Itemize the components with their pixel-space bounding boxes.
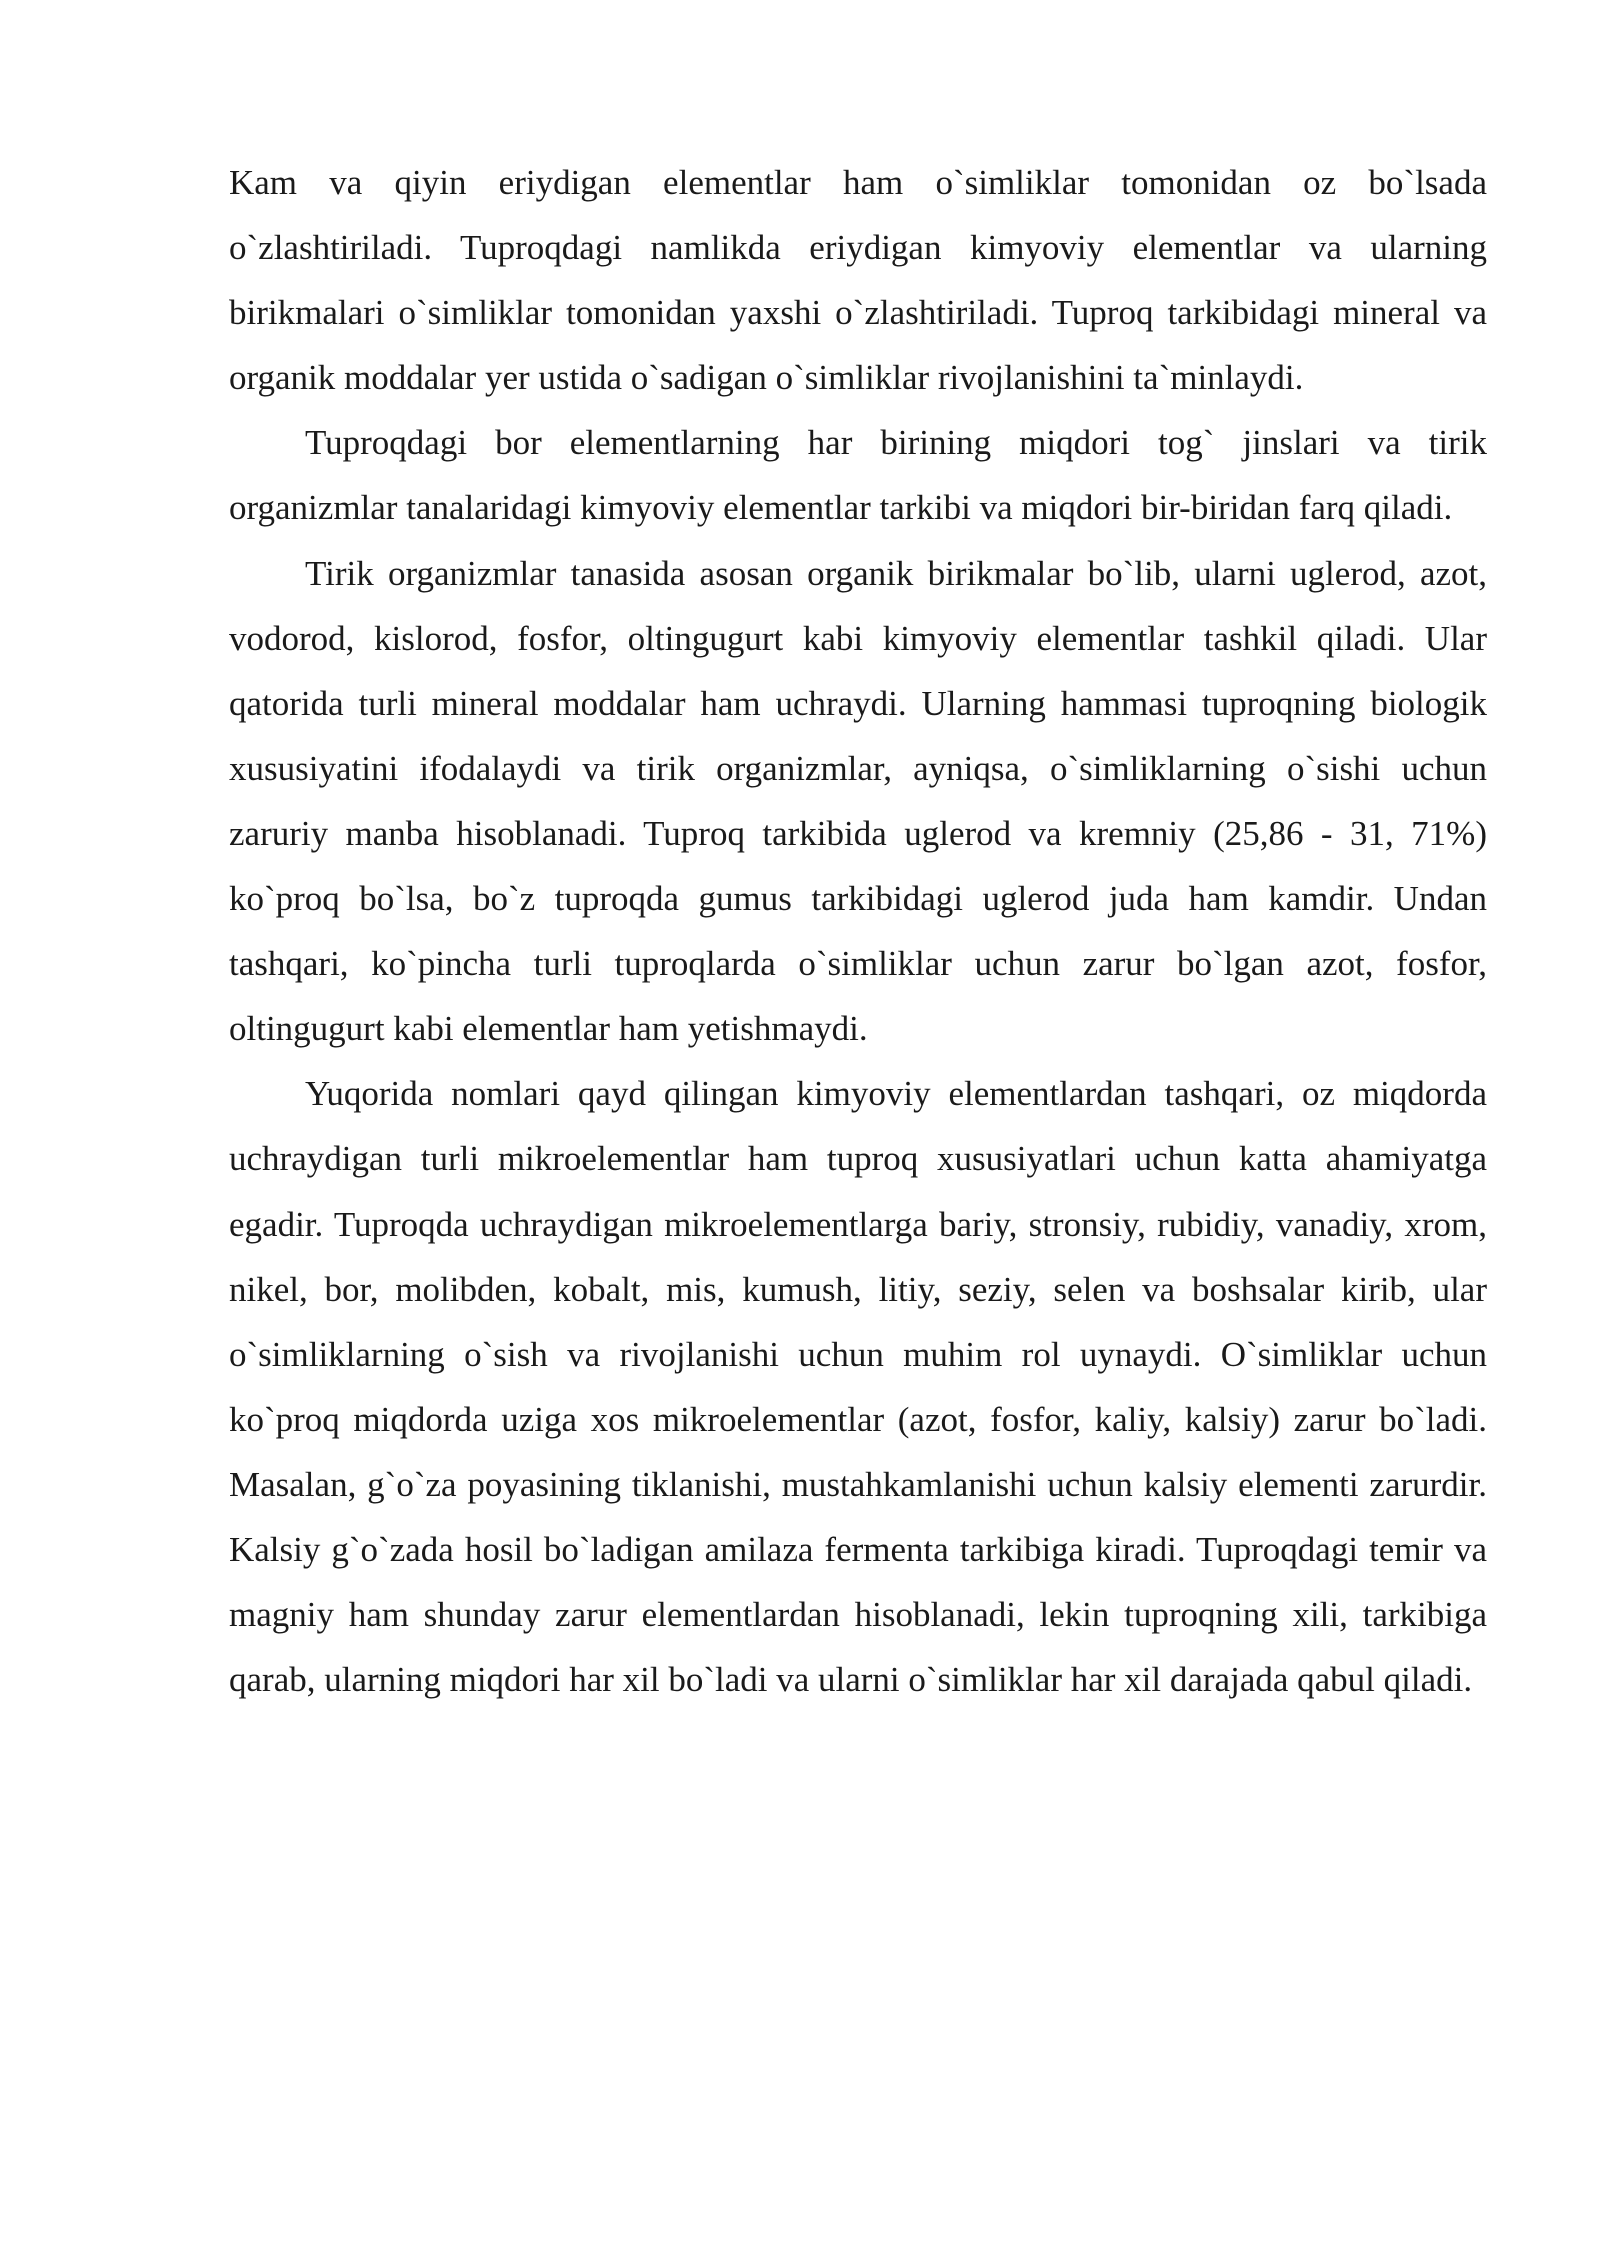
paragraph: Yuqorida nomlari qayd qilingan kimyoviy elementlardan tashqari, oz miqdorda uchraydigan turli mikroelementlar ham tuproq xususiyatlari uchun katta ahamiyatga egadir. Tuproqda uchraydigan mikroelementlarga bariy, stronsiy, rubidiy, vanadiy, xrom, nikel, bor, molibden, kobalt, mis, kumush, litiy, seziy, selen va boshsalar kirib, ular o`simliklarning o`sish va rivojlanishi uchun muhim rol uynaydi. O`simliklar uchun ko`proq miqdorda uziga xos mikroelementlar (azot, fosfor, kaliy, kalsiy) zarur bo`ladi. Masalan, g`o`za poyasining tiklanishi, mustahkamlanishi uchun kalsiy elementi zarurdir. Kalsiy g`o`zada hosil bo`ladigan amilaza fermenta tarkibiga kiradi. Tuproqdagi temir va magniy ham shunday zarur elementlardan hisoblanadi, lekin tuproqning xili, tarkibiga qarab, ularning miqdori har xil bo`ladi va ularni o`simliklar har xil darajada qabul qiladi. — [229, 1074, 1487, 1700]
paragraph: Tirik organizmlar tanasida asosan organik birikmalar bo`lib, ularni uglerod, azot, vodorod, kislorod, fosfor, oltingugurt kabi kimyoviy elementlar tashkil qiladi. Ular qatorida turli mineral moddalar ham uchraydi. Ularning hammasi tuproqning biologik xususiyatini ifodalaydi va tirik organizmlar, ayniqsa, o`simliklarning o`sishi uchun zaruriy manba hisoblanadi. Tuproq tarkibida uglerod va kremniy (25,86 - 31, 71%) ko`proq bo`lsa, bo`z tuproqda gumus tarkibidagi uglerod juda ham kamdir. Undan tashqari, ko`pincha turli tuproqlarda o`simliklar uchun zarur bo`lgan azot, fosfor, oltingugurt kabi elementlar ham yetishmaydi. — [229, 553, 1487, 1049]
paragraph: Kam va qiyin eriydigan elementlar ham o`simliklar tomonidan oz bo`lsada o`zlashtiriladi. Tuproqdagi namlikda eriydigan kimyoviy elementlar va ularning birikmalari o`simliklar tomonidan yaxshi o`zlashtiriladi. Tuproq tarkibidagi mineral va organik moddalar yer ustida o`sadigan o`simliklar rivojlanishini ta`minlaydi. — [229, 163, 1487, 398]
paragraph: Tuproqdagi bor elementlarning har birining miqdori tog` jinslari va tirik organizmlar tanalaridagi kimyoviy elementlar tarkibi va miqdori bir-biridan farq qiladi. — [229, 423, 1487, 528]
body-text — [229, 150, 1487, 1712]
